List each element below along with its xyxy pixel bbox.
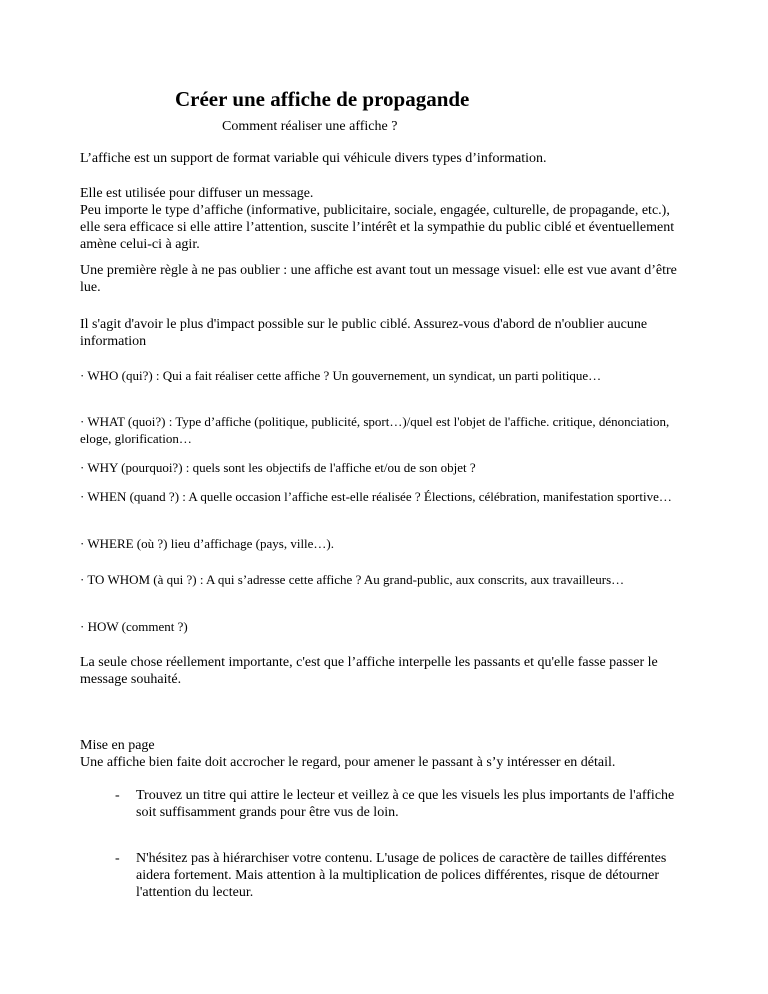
question-who: · WHO (qui?) : Qui a fait réaliser cette affiche ? Un gouvernement, un syndicat, un parti politique…: [80, 368, 602, 383]
tip-item-hierarchy: [115, 850, 685, 901]
question-how: · HOW (comment ?): [80, 619, 188, 634]
dash-marker: -: [115, 788, 120, 803]
conclusion-paragraph: La seule chose réellement importante, c'est que l’affiche interpelle les passants et qu'elle fasse passer le message souhaité.: [80, 655, 658, 687]
layout-paragraph: Mise en page Une affiche bien faite doit accrocher le regard, pour amener le passant à s’y intéresser en détail.: [80, 738, 616, 770]
document-subtitle: Comment réaliser une affiche ?: [222, 119, 398, 134]
document-title: Créer une affiche de propagande: [175, 87, 470, 111]
question-where: · WHERE (où ?) lieu d’affichage (pays, ville…).: [80, 536, 335, 551]
usage-paragraph: Elle est utilisée pour diffuser un message. Peu importe le type d’affiche (informative, publicitaire, sociale, engagée, culturelle, de propagande, etc.), elle sera efficace si elle attire l’attention, suscite l’intérêt et la sympathie du public ciblé et éventuellement amène celui-ci à agir.: [80, 186, 675, 252]
tip-item-title: [115, 787, 685, 821]
question-what: · WHAT (quoi?) : Type d’affiche (politique, publicité, sport…)/quel est l'objet de l'affiche. critique, dénonciation, eloge, glorification…: [80, 414, 670, 446]
question-to-whom: · TO WHOM (à qui ?) : A qui s’adresse cette affiche ? Au grand-public, aux conscrits, aux travailleurs…: [80, 572, 625, 587]
impact-paragraph: Il s'agit d'avoir le plus d'impact possible sur le public ciblé. Assurez-vous d'abord de n'oublier aucune information: [80, 317, 648, 349]
tip-text: N'hésitez pas à hiérarchiser votre contenu. L'usage de polices de caractère de tailles différentes aidera fortement. Mais attention à la multiplication de polices différentes, risque de détourner l'attention du lecteur.: [136, 851, 667, 900]
dash-marker: -: [115, 851, 120, 866]
question-when: · WHEN (quand ?) : A quelle occasion l’affiche est-elle réalisée ? Élections, célébration, manifestation sportive…: [80, 489, 672, 504]
first-rule-paragraph: Une première règle à ne pas oublier : une affiche est avant tout un message visuel: elle est vue avant d’être lue.: [80, 263, 677, 295]
intro-paragraph: L’affiche est un support de format variable qui véhicule divers types d’information.: [80, 151, 547, 166]
question-why: · WHY (pourquoi?) : quels sont les objectifs de l'affiche et/ou de son objet ?: [80, 460, 476, 475]
tip-text: Trouvez un titre qui attire le lecteur et veillez à ce que les visuels les plus importants de l'affiche soit suffisamment grands pour être vus de loin.: [136, 788, 675, 820]
